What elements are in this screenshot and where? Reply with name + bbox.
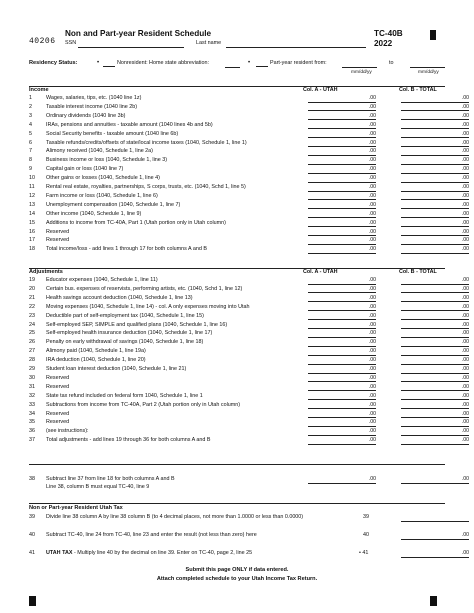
line-40-ref: 40	[363, 532, 369, 538]
line-number: 12	[29, 192, 35, 199]
line-number: 21	[29, 294, 35, 301]
line-description: Farm income or loss (1040, Schedule 1, line 6)	[46, 192, 158, 199]
line-40-field[interactable]: .00	[401, 532, 469, 540]
col-b-field[interactable]: .00	[401, 411, 469, 419]
line-number: 7	[29, 148, 32, 155]
line-32	[29, 392, 469, 401]
registration-mark-bottom-left	[29, 596, 36, 606]
line-number: 3	[29, 112, 32, 119]
col-a-field[interactable]: .00	[308, 411, 376, 419]
col-b-field[interactable]: .00	[401, 211, 469, 219]
col-b-field[interactable]: .00	[401, 393, 469, 401]
line-number: 37	[29, 437, 35, 444]
col-b-field[interactable]: .00	[401, 428, 469, 436]
line-41-ref: • 41	[359, 550, 369, 556]
line-description: Business income or loss (1040, Schedule 1, line 3)	[46, 157, 168, 164]
col-a-field[interactable]: .00	[308, 166, 376, 174]
line-6	[29, 139, 469, 148]
utah-tax-label: UTAH TAX	[46, 550, 73, 556]
col-b-field[interactable]: .00	[401, 220, 469, 228]
line-number: 10	[29, 175, 35, 182]
col-b-header-adj: Col. B - TOTAL	[399, 269, 437, 275]
line-description: Total adjustments - add lines 19 through 36 for both columns A and B	[46, 437, 211, 444]
col-a-header: Col. A - UTAH	[303, 87, 338, 93]
line-description: Taxable interest income (1040 line 2b)	[46, 103, 138, 110]
line-28	[29, 357, 469, 365]
ssn-label: SSN	[65, 40, 77, 46]
col-b-field[interactable]: .00	[401, 229, 469, 237]
part-year-to-field[interactable]	[410, 67, 445, 68]
line-number: 26	[29, 339, 35, 346]
col-b-field[interactable]: .00	[401, 419, 469, 427]
footer-instruction-1: Submit this page ONLY if data entered.	[185, 567, 289, 573]
line-description: Wages, salaries, tips, etc. (1040 line 1z)	[46, 95, 142, 101]
col-b-field[interactable]: .00	[401, 95, 469, 103]
line-10	[29, 175, 469, 183]
col-a-field[interactable]: .00	[308, 286, 376, 294]
col-b-field[interactable]: .00	[401, 339, 469, 347]
line-33	[29, 401, 469, 410]
line-description: Unemployment compensation (1040, Schedule 1, line 7)	[46, 201, 181, 208]
nonresident-label: Nonresident: Home state abbreviation:	[117, 60, 209, 66]
line-description: Other income (1040, Schedule 1, line 9)	[46, 210, 142, 217]
line-description: Certain bus. expenses of reservists, performing artists, etc. (1040, Schd 1, line 12)	[46, 285, 243, 292]
col-a-field[interactable]: .00	[308, 295, 376, 303]
line-number: 13	[29, 201, 35, 208]
col-a-field[interactable]: .00	[308, 330, 376, 338]
line-37	[29, 437, 469, 445]
line-description: Reserved	[46, 237, 70, 244]
line-number: 1	[29, 95, 32, 101]
line-12	[29, 192, 469, 201]
line-number: 11	[29, 184, 35, 190]
line-number: 28	[29, 357, 35, 364]
form-title: Non and Part-year Resident Schedule	[65, 29, 212, 38]
form-header	[0, 0, 474, 60]
col-b-field[interactable]: .00	[401, 202, 469, 210]
part-year-checkbox[interactable]	[256, 66, 268, 67]
col-a-field[interactable]: .00	[308, 384, 376, 392]
line-9	[29, 166, 469, 174]
col-b-field[interactable]: .00	[401, 104, 469, 112]
col-b-field[interactable]: .00	[401, 313, 469, 321]
line-35	[29, 419, 469, 427]
line-41-field[interactable]: .00	[401, 550, 469, 558]
col-a-field[interactable]: .00	[308, 220, 376, 228]
line-29	[29, 366, 469, 374]
line-34	[29, 410, 469, 419]
line-18	[29, 246, 469, 254]
bullet: •	[97, 60, 100, 66]
line-14	[29, 210, 469, 219]
line-description: Other gains or losses (1040, Schedule 1, line 4)	[46, 175, 160, 182]
line-11	[29, 184, 469, 192]
col-b-field[interactable]: .00	[401, 175, 469, 183]
col-a-field[interactable]: .00	[308, 148, 376, 156]
part-year-label: Part-year resident from:	[270, 60, 327, 66]
col-a-field[interactable]: .00	[308, 322, 376, 330]
col-a-field[interactable]: .00	[308, 277, 376, 285]
line-39-desc: Divide line 38 column A by line 38 column B (to 4 decimal places, not more than 1.0000 or less than 0.0000)	[46, 514, 304, 520]
residency-label: Residency Status:	[29, 60, 78, 66]
col-a-field[interactable]: .00	[308, 237, 376, 245]
col-a-field[interactable]: .00	[308, 175, 376, 183]
line-description: IRA deduction (1040, Schedule 1, line 20)	[46, 357, 146, 364]
line-description: Self-employed SEP, SIMPLE and qualified plans (1040, Schedule 1, line 16)	[46, 321, 228, 328]
line-40-desc: Subtract TC-40, line 24 from TC-40, line 23 and enter the result (not less than zero) here	[46, 532, 257, 538]
line-number: 9	[29, 166, 32, 173]
line-description: IRAs, pensions and annuities - taxable amount (1040 lines 4b and 5b)	[46, 121, 213, 128]
line-38-desc: Subtract line 37 from line 18 for both columns A and B	[46, 476, 175, 482]
col-a-field[interactable]: .00	[308, 113, 376, 121]
col-b-field[interactable]: .00	[401, 277, 469, 285]
line-number: 16	[29, 228, 35, 235]
bullet: •	[248, 60, 251, 66]
col-a-field[interactable]: .00	[308, 437, 376, 445]
col-b-field[interactable]: .00	[401, 157, 469, 165]
home-state-field[interactable]	[225, 67, 240, 68]
col-a-field[interactable]: .00	[308, 428, 376, 436]
line-40-number: 40	[29, 532, 35, 538]
col-a-field[interactable]: .00	[308, 419, 376, 427]
to-label: to	[389, 60, 394, 66]
line-description: Deductible part of self-employment tax (1040, Schedule 1, line 15)	[46, 312, 204, 319]
col-b-field[interactable]: .00	[401, 348, 469, 356]
col-a-field[interactable]: .00	[308, 402, 376, 410]
line-number: 33	[29, 401, 35, 408]
col-a-field[interactable]: .00	[308, 104, 376, 112]
line-20	[29, 285, 469, 294]
line-21	[29, 294, 469, 303]
col-b-field[interactable]: .00	[401, 193, 469, 201]
col-a-field[interactable]: .00	[308, 393, 376, 401]
line-38	[29, 476, 469, 496]
line-description: Subtractions from income from TC-40A, Part 2 (Utah portion only in Utah column)	[46, 401, 241, 408]
line-38-col-b[interactable]: .00	[401, 476, 469, 484]
line-38-col-a[interactable]: .00	[308, 476, 376, 484]
line-description: State tax refund included on federal form 1040, Schedule 1, line 1	[46, 392, 203, 399]
line-40	[29, 532, 469, 540]
line-description: Social Security benefits - taxable amount (1040 line 6b)	[46, 130, 179, 137]
col-b-field[interactable]: .00	[401, 295, 469, 303]
line-8	[29, 157, 469, 165]
col-a-field[interactable]: .00	[308, 95, 376, 103]
adjustments-top-rule	[29, 268, 445, 269]
line-number: 29	[29, 366, 35, 372]
line-4	[29, 121, 469, 130]
col-b-field[interactable]: .00	[401, 322, 469, 330]
residency-status	[0, 60, 474, 80]
line-15	[29, 219, 469, 228]
line38-top-rule	[29, 464, 445, 465]
line-41	[29, 550, 469, 558]
adjustments-heading: Adjustments	[29, 269, 63, 275]
line-description: Educator expenses (1040, Schedule 1, line 11)	[46, 277, 158, 283]
line-5	[29, 130, 469, 139]
col-b-field[interactable]: .00	[401, 140, 469, 148]
col-b-field[interactable]: .00	[401, 166, 469, 174]
line-description: Reserved	[46, 419, 70, 426]
line-description: Health savings account deduction (1040, Schedule 1, line 13)	[46, 294, 193, 301]
col-b-field[interactable]: .00	[401, 304, 469, 312]
line-description: Taxable refunds/credits/offsets of state/local income taxes (1040, Schedule 1, line 1)	[46, 139, 247, 146]
line-number: 6	[29, 139, 32, 146]
line-41-desc	[46, 551, 252, 556]
part-year-from-field[interactable]	[342, 67, 377, 68]
col-a-field[interactable]: .00	[308, 122, 376, 130]
form-code: TC-40B	[374, 29, 403, 38]
col-b-field[interactable]: .00	[401, 246, 469, 254]
line-description: Capital gain or loss (1040 line 7)	[46, 166, 124, 173]
line-description: (see instructions):	[46, 428, 89, 435]
line-17	[29, 237, 469, 245]
line-number: 27	[29, 348, 35, 355]
line-number: 31	[29, 383, 35, 390]
col-a-field[interactable]: .00	[308, 140, 376, 148]
footer-instruction-2: Attach completed schedule to your Utah Income Tax Return.	[156, 576, 318, 582]
col-b-field[interactable]: .00	[401, 384, 469, 392]
line-description: Alimony paid (1040, Schedule 1, line 19a)	[46, 348, 146, 355]
line-description: Ordinary dividends (1040 line 3b)	[46, 112, 126, 119]
col-b-field[interactable]: .00	[401, 148, 469, 156]
line-number: 5	[29, 130, 32, 137]
col-b-field[interactable]: .00	[401, 437, 469, 445]
line-13	[29, 201, 469, 210]
line-description: Self-employed health insurance deduction (1040, Schedule 1, line 17)	[46, 330, 213, 337]
col-b-field[interactable]: .00	[401, 131, 469, 139]
col-b-field[interactable]: .00	[401, 402, 469, 410]
nonresident-checkbox[interactable]	[103, 66, 115, 67]
col-b-field[interactable]: .00	[401, 237, 469, 245]
line-description: Reserved	[46, 374, 70, 381]
col-a-field[interactable]: .00	[308, 131, 376, 139]
utah-tax-top-rule	[29, 503, 445, 504]
last-name-label: Last name	[196, 40, 222, 46]
line-16	[29, 228, 469, 237]
line-41-number: 41	[29, 550, 35, 556]
col-a-field[interactable]: .00	[308, 375, 376, 383]
line-number: 15	[29, 219, 35, 226]
line-39-number: 39	[29, 514, 35, 520]
date-format-to: mm/dd/yy	[418, 70, 439, 75]
line-38-number: 38	[29, 476, 35, 482]
date-format-from: mm/dd/yy	[351, 70, 372, 75]
line-number: 35	[29, 419, 35, 426]
line-30	[29, 374, 469, 383]
col-b-field[interactable]: .00	[401, 122, 469, 130]
ssn-field[interactable]	[78, 47, 184, 48]
line-7	[29, 148, 469, 156]
line-39	[29, 514, 449, 522]
line-number: 18	[29, 246, 35, 253]
line-number: 25	[29, 330, 35, 337]
line-description: Total income/loss - add lines 1 through 17 for both columns A and B	[46, 246, 207, 253]
line-number: 8	[29, 157, 32, 164]
last-name-field[interactable]	[226, 47, 366, 48]
registration-mark-bottom-right	[430, 596, 437, 606]
col-b-field[interactable]: .00	[401, 366, 469, 374]
line-description: Additions to income from TC-40A, Part 1 (Utah portion only in Utah column)	[46, 219, 226, 226]
line-number: 14	[29, 210, 35, 217]
col-b-field[interactable]: .00	[401, 113, 469, 121]
line-26	[29, 339, 469, 347]
line-number: 22	[29, 303, 35, 310]
line-36	[29, 428, 469, 436]
line-description: Reserved	[46, 410, 70, 417]
line-number: 24	[29, 321, 35, 328]
line-41-text: - Multiply line 40 by the decimal on line 39. Enter on TC-40, page 2, line 25	[72, 550, 253, 556]
line-31	[29, 383, 469, 392]
line-27	[29, 348, 469, 356]
col-b-field[interactable]: .00	[401, 357, 469, 365]
col-a-field[interactable]: .00	[308, 304, 376, 312]
col-a-field[interactable]: .00	[308, 193, 376, 201]
line-3	[29, 112, 469, 121]
line-24	[29, 321, 469, 330]
line-1	[29, 95, 469, 103]
line-number: 30	[29, 374, 35, 381]
line-number: 20	[29, 285, 35, 292]
col-a-field[interactable]: .00	[308, 184, 376, 192]
col-a-field[interactable]: .00	[308, 229, 376, 237]
line-description: Rental real estate, royalties, partnerships, S corps, trusts, etc. (1040, Schd 1, line 5)	[46, 184, 246, 190]
line-number: 17	[29, 237, 35, 244]
form-number: 40206	[29, 37, 56, 46]
line-description: Penalty on early withdrawal of savings (1040, Schedule 1, line 18)	[46, 339, 204, 346]
col-b-header: Col. B - TOTAL	[399, 87, 437, 93]
col-a-field[interactable]: .00	[308, 313, 376, 321]
col-a-field[interactable]: .00	[308, 246, 376, 254]
line-number: 32	[29, 392, 35, 399]
utah-tax-heading: Non or Part-year Resident Utah Tax	[29, 505, 123, 511]
col-a-field[interactable]: .00	[308, 211, 376, 219]
line-19	[29, 277, 469, 285]
col-b-field[interactable]: .00	[401, 375, 469, 383]
line-number: 23	[29, 312, 35, 319]
line-number: 36	[29, 428, 35, 435]
col-a-field[interactable]: .00	[308, 348, 376, 356]
col-b-field[interactable]: .00	[401, 286, 469, 294]
line-number: 4	[29, 121, 32, 128]
line-description: Student loan interest deduction (1040, Schedule 1, line 21)	[46, 366, 187, 372]
col-a-field[interactable]: .00	[308, 339, 376, 347]
col-a-field[interactable]: .00	[308, 366, 376, 374]
income-top-rule	[29, 86, 445, 87]
income-heading: Income	[29, 87, 49, 93]
line-description: Moving expenses (1040, Schedule 1, line 14) - col. A only expenses moving into Utah	[46, 303, 250, 310]
line-23	[29, 312, 469, 321]
col-a-field[interactable]: .00	[308, 357, 376, 365]
line-number: 34	[29, 410, 35, 417]
line-description: Reserved	[46, 228, 70, 235]
line-38-note: Line 38, column B must equal TC-40, line 9	[46, 484, 150, 490]
col-a-field[interactable]: .00	[308, 157, 376, 165]
line-description: Alimony received (1040, Schedule 1, line 2a)	[46, 148, 153, 155]
line-22	[29, 303, 469, 312]
col-b-field[interactable]: .00	[401, 330, 469, 338]
col-b-field[interactable]: .00	[401, 184, 469, 192]
line-number: 19	[29, 277, 35, 283]
line-2	[29, 103, 469, 112]
form-year: 2022	[374, 39, 393, 48]
line-description: Reserved	[46, 383, 70, 390]
line-number: 2	[29, 103, 32, 110]
col-a-header-adj: Col. A - UTAH	[303, 269, 338, 275]
line-39-field[interactable]	[401, 514, 469, 522]
col-a-field[interactable]: .00	[308, 202, 376, 210]
line-25	[29, 330, 469, 338]
line-39-ref: 39	[363, 514, 369, 520]
